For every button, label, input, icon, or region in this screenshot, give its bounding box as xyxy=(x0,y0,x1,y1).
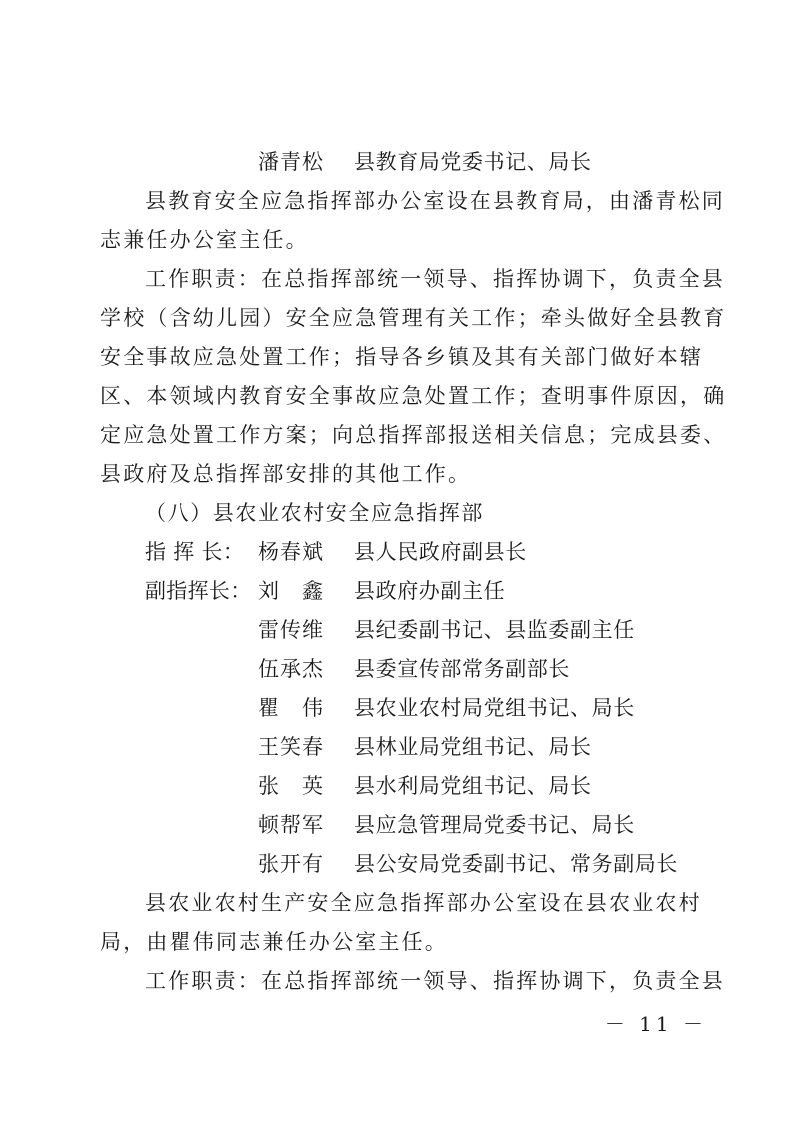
paragraph-line: 学校（含幼儿园）安全应急管理有关工作；牵头做好全县教育 xyxy=(100,306,727,330)
paragraph-line: 县政府及总指挥部安排的其他工作。 xyxy=(100,462,472,486)
member-name: 伍承杰 xyxy=(258,657,324,681)
paragraph-line: 区、本领域内教育安全事故应急处置工作；查明事件原因，确 xyxy=(100,384,727,408)
member-title: 县纪委副书记、县监委副主任 xyxy=(354,618,635,642)
paragraph-line: 工作职责：在总指挥部统一领导、指挥协调下，负责全县 xyxy=(145,267,725,291)
role-label: 指 挥 长： xyxy=(145,540,245,564)
member-row xyxy=(258,148,592,176)
member-name: 张 英 xyxy=(258,774,324,798)
member-row xyxy=(258,811,635,839)
paragraph-line: 志兼任办公室主任。 xyxy=(100,228,309,252)
member-name: 潘青松 xyxy=(258,150,324,174)
member-name: 雷传维 xyxy=(258,618,324,642)
member-row xyxy=(258,694,635,722)
member-title: 县应急管理局党委书记、局长 xyxy=(354,813,635,837)
member-title: 县林业局党组书记、局长 xyxy=(354,735,592,759)
member-name: 张开有 xyxy=(258,852,324,876)
member-name: 杨春斌 xyxy=(258,540,324,564)
member-name: 王笑春 xyxy=(258,735,324,759)
deputy-commander-row xyxy=(145,577,505,605)
paragraph-line: 工作职责：在总指挥部统一领导、指挥协调下，负责全县 xyxy=(145,969,725,993)
member-name: 顿帮军 xyxy=(258,813,324,837)
page-number: － 11 － xyxy=(604,1012,707,1036)
paragraph-line: 安全事故应急处置工作；指导各乡镇及其有关部门做好本辖 xyxy=(100,345,704,369)
member-title: 县政府办副主任 xyxy=(354,579,506,603)
role-label: 副指挥长： xyxy=(145,579,252,603)
member-title: 县公安局党委副书记、常务副局长 xyxy=(354,852,678,876)
member-row xyxy=(258,655,570,683)
member-title: 县教育局党委书记、局长 xyxy=(354,150,592,174)
member-title: 县人民政府副县长 xyxy=(354,540,527,564)
member-row xyxy=(258,772,592,800)
paragraph-line: 县农业农村生产安全应急指挥部办公室设在县农业农村 xyxy=(145,891,702,915)
commander-row xyxy=(145,538,527,566)
member-row xyxy=(258,733,592,761)
paragraph-line: 县教育安全应急指挥部办公室设在县教育局，由潘青松同 xyxy=(145,189,725,213)
section-heading: （八）县农业农村安全应急指挥部 xyxy=(145,501,484,525)
member-title: 县农业农村局党组书记、局长 xyxy=(354,696,635,720)
member-name: 刘 鑫 xyxy=(258,579,324,603)
member-row xyxy=(258,850,678,878)
paragraph-line: 定应急处置工作方案；向总指挥部报送相关信息；完成县委、 xyxy=(100,423,727,447)
paragraph-line: 局，由瞿伟同志兼任办公室主任。 xyxy=(100,930,448,954)
member-title: 县水利局党组书记、局长 xyxy=(354,774,592,798)
member-title: 县委宣传部常务副部长 xyxy=(354,657,570,681)
member-row xyxy=(258,616,635,644)
member-name: 瞿 伟 xyxy=(258,696,324,720)
